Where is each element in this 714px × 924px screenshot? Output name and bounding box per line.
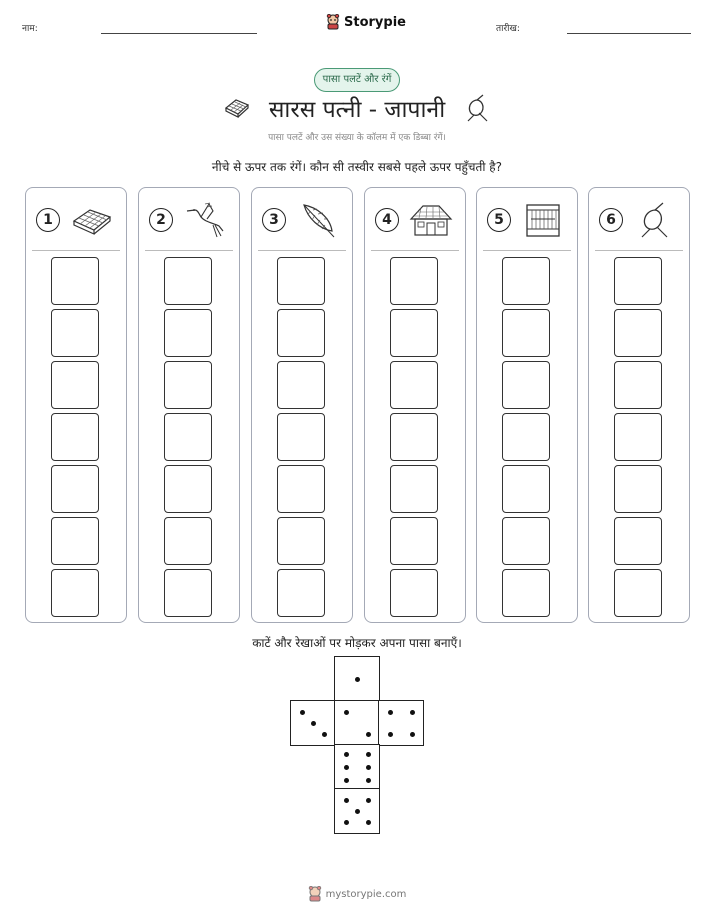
color-box[interactable] [614, 309, 662, 357]
color-box[interactable] [390, 465, 438, 513]
color-box[interactable] [614, 361, 662, 409]
color-box[interactable] [390, 309, 438, 357]
activity-tag: पासा पलटें और रंगें [314, 68, 401, 92]
dice-face-4 [378, 700, 424, 746]
color-box[interactable] [164, 465, 212, 513]
color-box[interactable] [277, 517, 325, 565]
pip [388, 732, 393, 737]
color-box[interactable] [614, 465, 662, 513]
column-number: 6 [599, 208, 623, 232]
pip [366, 820, 371, 825]
color-box[interactable] [502, 309, 550, 357]
brand-name: Storypie [344, 14, 406, 30]
folded-cloth-icon [70, 201, 114, 239]
color-box[interactable] [390, 517, 438, 565]
folded-cloth-icon [223, 96, 251, 120]
loom-icon [521, 201, 565, 239]
color-box[interactable] [277, 309, 325, 357]
column-number: 2 [149, 208, 173, 232]
pip [388, 710, 393, 715]
color-box[interactable] [277, 465, 325, 513]
color-box[interactable] [502, 361, 550, 409]
color-box[interactable] [51, 517, 99, 565]
column-number: 1 [36, 208, 60, 232]
column-6 [588, 187, 690, 623]
pip [322, 732, 327, 737]
dice-face-5 [334, 788, 380, 834]
pip [366, 732, 371, 737]
dice-face-2 [334, 700, 380, 746]
pip [344, 778, 349, 783]
column-3 [251, 187, 353, 623]
pip [300, 710, 305, 715]
pip [344, 765, 349, 770]
color-box[interactable] [51, 465, 99, 513]
color-box[interactable] [164, 257, 212, 305]
pip [311, 721, 316, 726]
pip [344, 752, 349, 757]
column-divider [258, 250, 346, 251]
color-box[interactable] [614, 257, 662, 305]
thatched-house-icon [409, 201, 453, 239]
color-box[interactable] [51, 569, 99, 617]
column-2 [138, 187, 240, 623]
thread-loop-icon [633, 201, 677, 239]
column-divider [595, 250, 683, 251]
color-box[interactable] [164, 517, 212, 565]
color-box[interactable] [390, 257, 438, 305]
pip [366, 765, 371, 770]
color-box[interactable] [51, 309, 99, 357]
column-number: 3 [262, 208, 286, 232]
color-box[interactable] [51, 257, 99, 305]
dice-face-1 [334, 656, 380, 702]
color-box[interactable] [614, 413, 662, 461]
crane-bird-icon [183, 201, 227, 239]
color-box[interactable] [390, 361, 438, 409]
column-number: 4 [375, 208, 399, 232]
color-box[interactable] [164, 309, 212, 357]
date-label: तारीख: [496, 24, 520, 34]
column-5 [476, 187, 578, 623]
color-box[interactable] [277, 257, 325, 305]
color-box[interactable] [51, 413, 99, 461]
color-box[interactable] [51, 361, 99, 409]
pip [355, 809, 360, 814]
color-box[interactable] [277, 361, 325, 409]
cut-instruction: काटें और रेखाओं पर मोड़कर अपना पासा बनाएँ। [252, 636, 462, 650]
pip [366, 798, 371, 803]
color-box[interactable] [277, 569, 325, 617]
color-box[interactable] [164, 569, 212, 617]
dice-face-6 [334, 744, 380, 790]
column-1 [25, 187, 127, 623]
name-label: नाम: [22, 24, 38, 34]
color-box[interactable] [502, 257, 550, 305]
title-row [0, 92, 714, 124]
column-4 [364, 187, 466, 623]
pip [355, 677, 360, 682]
pip [410, 732, 415, 737]
dice-face-3 [290, 700, 336, 746]
pip [410, 710, 415, 715]
column-divider [483, 250, 571, 251]
footer [0, 886, 714, 902]
column-number: 5 [487, 208, 511, 232]
page-title: सारस पत्नी - जापानी [268, 97, 446, 123]
feather-icon [296, 201, 340, 239]
tag-wrapper [0, 68, 714, 92]
column-divider [145, 250, 233, 251]
color-box[interactable] [164, 413, 212, 461]
pip [344, 820, 349, 825]
pip [366, 752, 371, 757]
color-box[interactable] [502, 517, 550, 565]
instruction: नीचे से ऊपर तक रंगें। कौन सी तस्वीर सबसे पहले ऊपर पहुँचती है? [211, 160, 503, 174]
storypie-mascot-icon [326, 14, 340, 30]
storypie-mascot-icon [308, 886, 322, 902]
name-line[interactable] [101, 33, 257, 34]
column-divider [371, 250, 459, 251]
pip [344, 710, 349, 715]
color-box[interactable] [502, 413, 550, 461]
color-box[interactable] [614, 517, 662, 565]
thread-loop-icon [463, 93, 491, 123]
footer-url[interactable]: mystorypie.com [325, 888, 407, 900]
brand-logo [326, 14, 406, 30]
color-box[interactable] [164, 361, 212, 409]
pip [344, 798, 349, 803]
color-box[interactable] [390, 569, 438, 617]
color-box[interactable] [502, 569, 550, 617]
color-box[interactable] [614, 569, 662, 617]
column-divider [32, 250, 120, 251]
color-box[interactable] [502, 465, 550, 513]
subtitle: पासा पलटें और उस संख्या के कॉलम में एक डिब्बा रंगें। [268, 133, 446, 143]
pip [366, 778, 371, 783]
color-box[interactable] [390, 413, 438, 461]
color-box[interactable] [277, 413, 325, 461]
date-line[interactable] [567, 33, 691, 34]
